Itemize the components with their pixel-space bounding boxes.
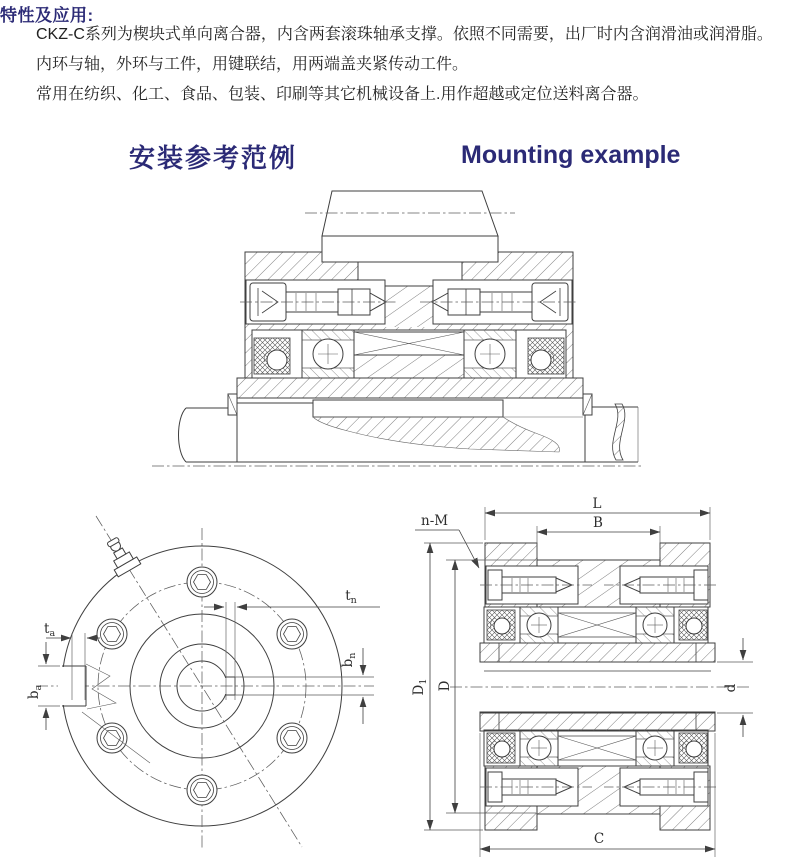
socket-screw-lower-left xyxy=(97,723,127,753)
seal-bottom-left xyxy=(487,733,515,763)
intro-line-2: 内环与轴，外环与工件，用键联结，用两端盖夹紧传动工件。 xyxy=(36,56,469,73)
caption-mounting-en: Mounting example xyxy=(461,141,681,169)
dim-b-outer xyxy=(26,642,60,730)
shaft-local-section xyxy=(313,417,560,452)
seal-bottom-right xyxy=(679,733,707,763)
svg-text:n-M: n-M xyxy=(421,513,449,529)
bearing-top-left xyxy=(520,607,558,643)
dim-B xyxy=(537,515,660,557)
dim-d xyxy=(717,638,753,737)
svg-text:ta: $t_a$ xyxy=(44,621,56,639)
socket-screw-upper-left xyxy=(97,619,127,649)
socket-screw-bottom xyxy=(187,775,217,805)
svg-text:ba: $b_a$ xyxy=(26,684,44,700)
caption-mounting-zh: 安装参考范例 xyxy=(129,143,298,173)
intro-line-1: CKZ-C系列为楔块式单向离合器，内含两套滚珠轴承支撑。依照不同需要，出厂时内含润滑油或润滑脂。 xyxy=(36,26,773,43)
page-title: 特性及应用: xyxy=(0,6,94,25)
bearing-bottom-left xyxy=(520,730,558,766)
sprag-cage-bottom xyxy=(558,730,636,766)
end-cap-flange xyxy=(237,378,583,398)
svg-text:L: L xyxy=(592,496,602,512)
sprag-cage xyxy=(354,332,464,378)
figure-front-view xyxy=(26,516,380,848)
seal-top-right xyxy=(679,610,707,640)
socket-screw-top xyxy=(187,567,217,597)
svg-text:B: B xyxy=(593,515,603,531)
socket-screw-upper-right xyxy=(277,619,307,649)
intro-line-3: 常用在纺织、化工、食品、包装、印刷等其它机械设备上.用作超越或定位送料离合器。 xyxy=(36,86,649,103)
svg-text:bn: $b_n$ xyxy=(340,652,358,668)
figure-cross-section xyxy=(411,496,753,857)
ball-bearing-right xyxy=(464,330,516,378)
bearing-bottom-right xyxy=(636,730,674,766)
socket-screw-lower-right xyxy=(277,723,307,753)
svg-text:D: D xyxy=(437,680,453,692)
shaft-bore xyxy=(450,662,750,713)
sprag-cage-top xyxy=(558,607,636,643)
shaft-break xyxy=(613,404,625,460)
svg-text:D1: $D_1$ xyxy=(411,678,429,696)
bearing-top-right xyxy=(636,607,674,643)
shaft xyxy=(152,394,644,466)
ball-bearing-left xyxy=(302,330,354,378)
svg-text:d: d xyxy=(723,683,739,693)
shaft-key xyxy=(313,400,503,417)
figure-mounting-example xyxy=(152,191,644,466)
seal-top-left xyxy=(487,610,515,640)
svg-text:C: C xyxy=(593,831,605,847)
svg-text:tn: $t_n$ xyxy=(345,588,357,606)
